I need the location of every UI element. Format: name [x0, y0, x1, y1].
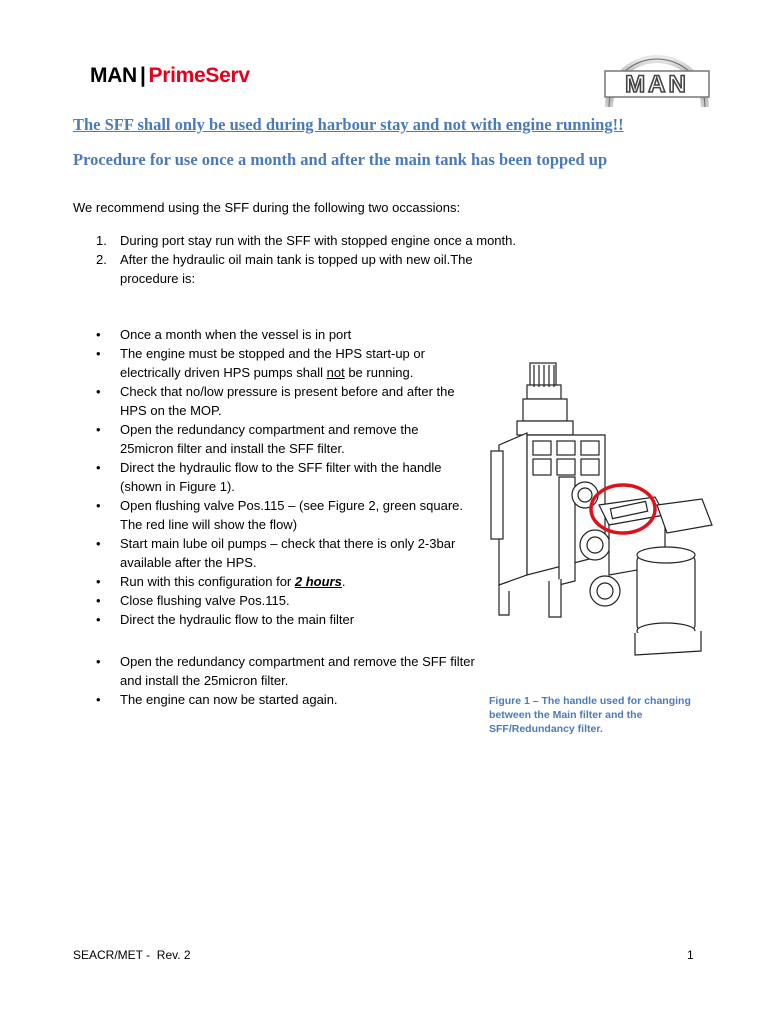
logo-primeserv-text: PrimeServ [148, 64, 250, 87]
page-number: 1 [687, 948, 694, 962]
man-badge-text: MAN [625, 71, 689, 98]
bullet-icon: • [96, 536, 101, 551]
list-item [96, 572, 486, 591]
item-text: The engine must be stopped and the HPS start-up or electrically driven HPS pumps shall [120, 346, 425, 380]
list-item [96, 652, 490, 690]
item-text: Once a month when the vessel is in port [120, 327, 352, 342]
bullet-icon: • [96, 692, 101, 707]
item-text: Run with this configuration for [120, 574, 295, 589]
item-emphasis: not [326, 365, 345, 380]
intro-text: We recommend using the SFF during the following two occassions: [73, 200, 461, 215]
item-text: Open flushing valve Pos.115 – (see Figure 2, green square. The red line will show the flow) [120, 498, 464, 532]
procedure-list [96, 325, 486, 629]
man-badge-logo [603, 37, 711, 111]
procedure-list-final [96, 652, 486, 709]
bullet-icon: • [96, 327, 101, 342]
bullet-icon: • [96, 654, 101, 669]
list-item [96, 458, 465, 496]
list-item [96, 496, 470, 534]
item-text: Direct the hydraulic flow to the SFF filter with the handle (shown in Figure 1). [120, 460, 442, 494]
item-text: be running. [344, 365, 414, 380]
item-text: Open the redundancy compartment and remove the SFF filter and install the 25micron filter. [120, 654, 475, 688]
list-item [96, 344, 440, 382]
footer-doc-ref: SEACR/MET - Rev. 2 [73, 948, 191, 962]
page-subtitle: Procedure for use once a month and after the main tank has been topped up [73, 150, 608, 169]
list-item [96, 591, 486, 610]
item-text: Check that no/low pressure is present before and after the HPS on the MOP. [120, 384, 455, 418]
list-item [96, 690, 486, 709]
logo-man-text: MAN [90, 64, 137, 87]
occasion-item [96, 250, 490, 288]
list-item [96, 420, 440, 458]
man-primeserv-logo [90, 64, 250, 88]
occasion-item [96, 231, 516, 250]
item-text: The engine can now be started again. [120, 692, 338, 707]
bullet-icon: • [96, 346, 101, 361]
page-title: The SFF shall only be used during harbour stay and not with engine running!! [73, 115, 624, 134]
bullet-icon: • [96, 422, 101, 437]
bullet-icon: • [96, 460, 101, 475]
bullet-icon: • [96, 574, 101, 589]
item-text: After the hydraulic oil main tank is topped up with new oil.The procedure is: [120, 252, 473, 286]
bullet-icon: • [96, 384, 101, 399]
item-text: Direct the hydraulic flow to the main filter [120, 612, 355, 627]
list-item [96, 534, 470, 572]
item-number: 1. [96, 233, 107, 248]
bullet-icon: • [96, 612, 101, 627]
figure-caption: Figure 1 – The handle used for changing between the Main filter and the SFF/Redundancy filter. [489, 695, 691, 735]
occasions-list [96, 231, 516, 288]
item-number: 2. [96, 252, 107, 267]
item-text: Start main lube oil pumps – check that there is only 2-3bar available after the HPS. [120, 536, 456, 570]
list-item [96, 382, 470, 420]
bullet-icon: • [96, 498, 101, 513]
item-text: During port stay run with the SFF with stopped engine once a month. [120, 233, 516, 248]
item-text: Close flushing valve Pos.115. [120, 593, 290, 608]
item-text: . [341, 574, 346, 589]
item-text: Open the redundancy compartment and remove the 25micron filter and install the SFF filter. [120, 422, 419, 456]
list-item [96, 325, 486, 344]
bullet-icon: • [96, 593, 101, 608]
list-item [96, 610, 486, 629]
item-emphasis: 2 hours [294, 574, 342, 589]
filter-unit-illustration [487, 355, 717, 675]
logo-divider: | [139, 64, 146, 87]
